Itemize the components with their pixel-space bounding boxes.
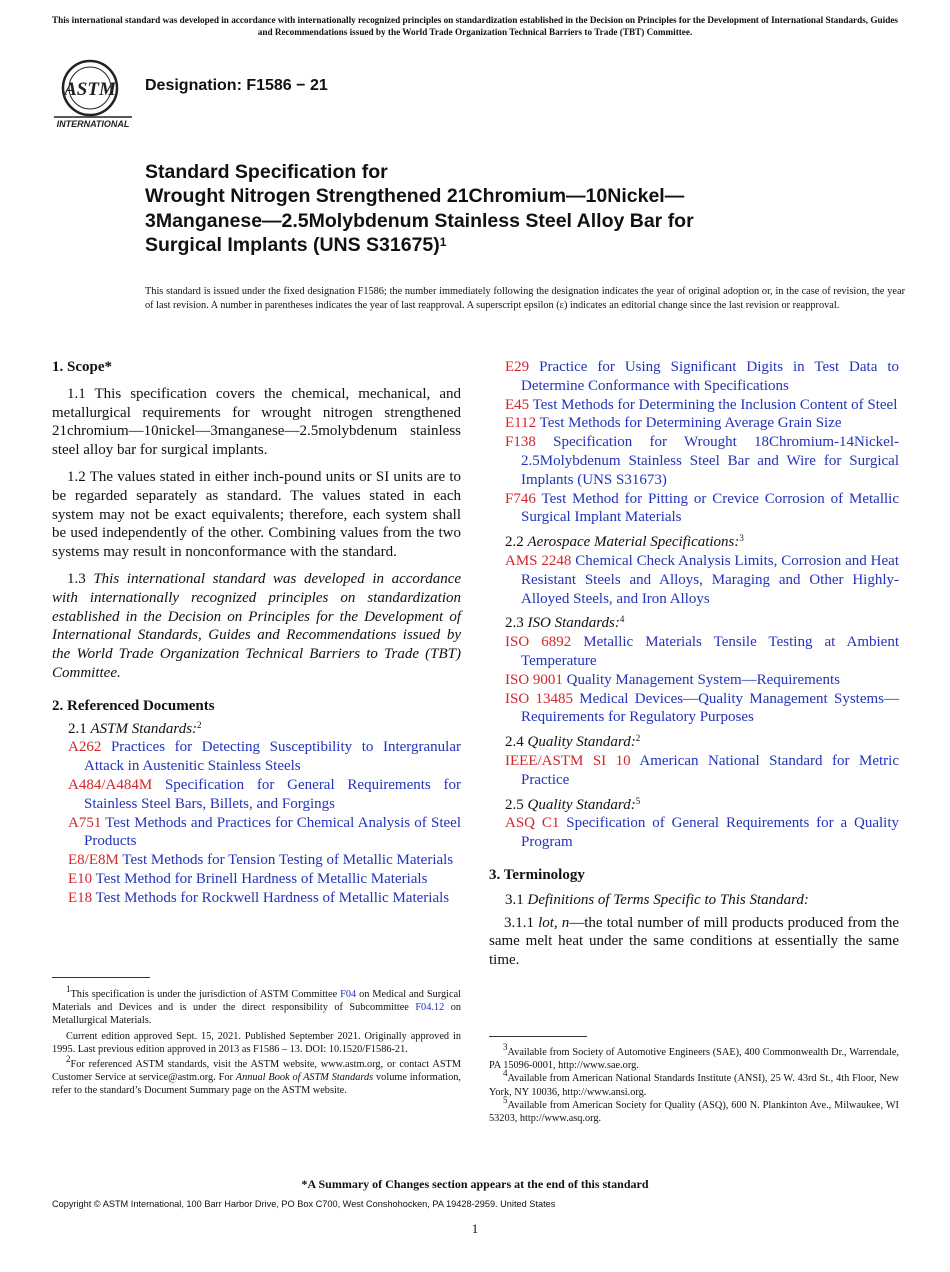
- fn3-text: Available from Society of Automotive Engineers (SAE), 400 Commonwealth Dr., Warrendale, PA 15096-0001, http://www.sae.org.: [489, 1047, 899, 1072]
- tbt-notice: This international standard was developed in accordance with internationally recognized principles on standardization established in the Decision on Principles for the Development of International Standards, Guides and Recommendations issued by the World Trade Organization Technical Barriers to Trade (TBT) Committee.: [52, 15, 898, 37]
- reference-title-link[interactable]: Test Methods for Tension Testing of Metallic Materials: [122, 852, 454, 869]
- iso-label-line: [489, 614, 899, 633]
- fn1-text-b: on Medical and Surgical Materials and Devices and is under the direct responsibility of Subcommittee: [52, 989, 461, 1014]
- astm-label: ASTM Standards:: [90, 720, 198, 737]
- q1-label: Quality Standard:: [527, 734, 636, 751]
- reference-item: [489, 814, 899, 852]
- aero-sup: 3: [739, 533, 744, 544]
- scope-heading: 1. Scope*: [52, 359, 112, 375]
- reference-title-link[interactable]: Test Methods for Determining Average Grain Size: [539, 415, 842, 432]
- reference-code-link[interactable]: E29: [505, 359, 530, 375]
- aero-label-line: [489, 533, 899, 552]
- aero-refs: [489, 552, 899, 608]
- astm-sup: 2: [197, 719, 202, 730]
- iso-num: 2.3: [505, 615, 528, 632]
- refdocs-heading: 2. Referenced Documents: [52, 697, 215, 714]
- copyright: Copyright © ASTM International, 100 Barr Harbor Drive, PO Box C700, West Conshohocken, PA 19428-2959. United States: [52, 1199, 556, 1209]
- scope-1-1: 1.1 This specification covers the chemical, mechanical, and metallurgical requirements for wrought nitrogen strengthened 21chromium—10nickel—3manganese—2.5molybdenum stainless steel alloy bar for surgical implants.: [52, 385, 461, 459]
- fn2-mark: 2: [66, 1054, 71, 1065]
- footnote-4: [489, 1068, 899, 1098]
- reference-title-link[interactable]: Test Methods for Determining the Inclusion Content of Steel: [532, 396, 898, 413]
- title-line-3: 3Manganese—2.5Molybdenum Stainless Steel Alloy Bar for: [145, 209, 694, 232]
- document-title: [145, 160, 845, 258]
- astm-num: 2.1: [68, 720, 91, 737]
- fn1-link-f04[interactable]: F04: [340, 989, 357, 1000]
- title-line-4-text: Surgical Implants (UNS S31675): [145, 234, 440, 257]
- reference-title-link[interactable]: Specification of General Requirements for a Quality Program: [521, 815, 900, 851]
- left-column: [52, 358, 461, 908]
- reference-item: [52, 814, 461, 852]
- iso-sup: 4: [619, 614, 625, 625]
- fn5-mark: 5: [503, 1094, 508, 1105]
- reference-title-link[interactable]: Test Method for Pitting or Crevice Corrosion of Metallic Surgical Implant Materials: [521, 490, 899, 526]
- iso-refs: [489, 633, 899, 727]
- fn1-text-a: This specification is under the jurisdiction of ASTM Committee: [70, 989, 341, 1000]
- title-line-4: [145, 233, 845, 257]
- logo-subtext: INTERNATIONAL: [56, 119, 130, 129]
- reference-code-link[interactable]: A751: [68, 814, 102, 831]
- logo-text: ASTM: [64, 79, 116, 100]
- reference-code-link[interactable]: A484/A484M: [68, 776, 153, 793]
- reference-item: [489, 690, 899, 728]
- terminology-3-1: [489, 891, 899, 910]
- fn1-mark: 1: [66, 984, 71, 994]
- q2-refs: [489, 814, 899, 852]
- reference-title-link[interactable]: Metallic Materials Tensile Testing at Ambient Temperature: [521, 634, 900, 669]
- reference-title-link[interactable]: Practice for Using Significant Digits in Test Data to Determine Conformance with Specifications: [521, 359, 899, 394]
- issued-note: This standard is issued under the fixed designation F1586; the number immediately following the designation indicates the year of original adoption or, in the case of revision, the year of last revision. A number in parentheses indicates the year of last reapproval. A superscript epsilon (ε) indicates an editorial change since the last revision or reapproval.: [145, 286, 905, 312]
- reference-code-link[interactable]: ISO 9001: [505, 671, 563, 688]
- reference-title-link[interactable]: Specification for General Requirements for Stainless Steel Bars, Billets, and Forgings: [84, 776, 462, 812]
- term-3-1-1-text: —the total number of mill products produced from the same melt heat under the same conditions at essentially the same time.: [489, 914, 900, 969]
- astm-standards-label: [52, 720, 461, 739]
- reference-code-link[interactable]: IEEE/ASTM SI 10: [505, 752, 631, 769]
- reference-item: [52, 738, 461, 776]
- q1-label-line: [489, 733, 899, 752]
- fn2-text-b: volume information, refer to the standard’s Document Summary page on the ASTM website.: [52, 1072, 461, 1097]
- reference-item: [489, 358, 899, 396]
- footnote-1: [52, 984, 461, 1028]
- terminology-3-1-1: [489, 914, 899, 970]
- astm-refs-right: [489, 358, 899, 527]
- reference-item: [52, 889, 461, 908]
- aero-num: 2.2: [505, 534, 528, 551]
- q2-label-line: [489, 796, 899, 815]
- term-3-1-1-num: 3.1.1: [504, 914, 539, 931]
- reference-title-link[interactable]: Chemical Check Analysis Limits, Corrosion and Heat Resistant Steels and Alloys, Maraging and Other Highly-Alloyed Steels, and Iron Alloys: [521, 552, 899, 607]
- footnote-rule-right: [489, 1036, 587, 1037]
- reference-code-link[interactable]: A262: [68, 739, 102, 756]
- reference-code-link[interactable]: E8/E8M: [68, 852, 119, 869]
- q2-sup: 5: [635, 795, 641, 806]
- q1-sup: 2: [635, 733, 641, 744]
- astm-refs-left: [52, 738, 461, 907]
- footnote-5: [489, 1094, 899, 1125]
- title-line-2: Wrought Nitrogen Strengthened 21Chromium—10Nickel—: [145, 185, 685, 208]
- fn1-text-c: on Metallurgical Materials.: [52, 1002, 461, 1027]
- q2-label: Quality Standard:: [527, 796, 636, 813]
- reference-code-link[interactable]: ISO 6892: [505, 634, 572, 651]
- scope-1-2: 1.2 The values stated in either inch-pound units or SI units are to be regarded separately as standard. The values stated in each system may not be exact equivalents; therefore, each system shall be used independently of the other. Combining values from the two systems may result in nonconformance with the standard.: [52, 468, 461, 561]
- reference-item: [489, 752, 899, 790]
- fn2-text-a: For referenced ASTM standards, visit the ASTM website, www.astm.org, or contact ASTM Customer Service at service@astm.org. For: [52, 1059, 461, 1084]
- astm-logo: [52, 58, 134, 130]
- reference-title-link[interactable]: Test Methods for Rockwell Hardness of Metallic Materials: [95, 889, 450, 906]
- q1-num: 2.4: [505, 734, 528, 751]
- reference-title-link[interactable]: American National Standard for Metric Practice: [521, 752, 899, 788]
- reference-item: [489, 633, 899, 671]
- reference-item: [52, 870, 461, 889]
- fn2-italic: Annual Book of ASTM Standards: [235, 1072, 374, 1084]
- reference-title-link[interactable]: Practices for Detecting Susceptibility to Intergranular Attack in Austenitic Stainless Steels: [84, 739, 462, 775]
- summary-of-changes-note: *A Summary of Changes section appears at the end of this standard: [301, 1177, 649, 1191]
- reference-item: [489, 433, 899, 489]
- footnote-1-edition: Current edition approved Sept. 15, 2021. Published September 2021. Originally approved in 1995. Last previous edition approved in 2013 as F1586 – 13. DOI: 10.1520/F1586-21.: [52, 1030, 461, 1055]
- footnote-rule-left: [52, 977, 150, 978]
- aero-label: Aerospace Material Specifications:: [527, 534, 740, 551]
- term-lot: lot, n: [538, 914, 570, 931]
- reference-item: [489, 490, 899, 528]
- fn3-mark: 3: [503, 1042, 508, 1052]
- fn4-mark: 4: [503, 1068, 508, 1079]
- reference-code-link[interactable]: E45: [505, 396, 530, 413]
- reference-code-link[interactable]: AMS 2248: [505, 552, 572, 569]
- reference-title-link[interactable]: Test Method for Brinell Hardness of Metallic Materials: [95, 870, 428, 887]
- title-footnote-mark: 1: [439, 235, 447, 250]
- reference-title-link[interactable]: Test Methods and Practices for Chemical Analysis of Steel Products: [84, 814, 461, 850]
- scope-1-3-text: This international standard was developed in accordance with internationally recognized principles on standardization established in the Decision on Principles for the Development of International Standards, Guides and Recommendations issued by the World Trade Organization Technical Barriers to Trade (TBT) Committee.: [52, 570, 462, 681]
- reference-item: [489, 414, 899, 433]
- q2-num: 2.5: [505, 796, 528, 813]
- reference-code-link[interactable]: F746: [505, 490, 536, 507]
- right-column: [489, 358, 899, 970]
- footnote-2: [52, 1054, 461, 1098]
- fn1-link-f0412[interactable]: F04.12: [415, 1002, 445, 1014]
- page-number: 1: [471, 1221, 479, 1236]
- reference-code-link[interactable]: ISO 13485: [505, 690, 573, 707]
- scope-1-3-num: 1.3: [67, 570, 94, 587]
- reference-item: [489, 552, 899, 608]
- fn5-text: Available from American Society for Quality (ASQ), 600 N. Plankinton Ave., Milwaukee, WI 53203, http://www.asq.org.: [489, 1099, 899, 1125]
- fn4-text: Available from American National Standards Institute (ANSI), 25 W. 43rd St., 4th Floor, New York, NY 10036, http://www.ansi.org.: [489, 1073, 899, 1098]
- reference-code-link[interactable]: F138: [505, 434, 536, 451]
- reference-code-link[interactable]: ASQ C1: [505, 815, 560, 832]
- reference-code-link[interactable]: E10: [68, 870, 93, 887]
- footnotes-left: [52, 984, 461, 1098]
- reference-item: [52, 776, 461, 814]
- term-3-1-text: Definitions of Terms Specific to This Standard:: [527, 891, 809, 908]
- footnote-3: [489, 1042, 899, 1072]
- reference-item: [489, 396, 899, 415]
- title-line-1: Standard Specification for: [145, 161, 388, 183]
- reference-item: [52, 851, 461, 870]
- terminology-heading: 3. Terminology: [489, 866, 585, 883]
- scope-1-3: [52, 570, 461, 683]
- designation: Designation: F1586 − 21: [145, 77, 328, 94]
- reference-title-link[interactable]: Medical Devices—Quality Management Systems—Requirements for Regulatory Purposes: [521, 690, 899, 726]
- reference-title-link[interactable]: Specification for Wrought 18Chromium-14Nickel-2.5Molybdenum Stainless Steel Bar and Wire for Surgical Implants (UNS S31673): [521, 434, 899, 488]
- reference-item: [489, 671, 899, 690]
- reference-title-link[interactable]: Quality Management System—Requirements: [566, 671, 840, 688]
- iso-label: ISO Standards:: [527, 615, 620, 632]
- term-3-1-num: 3.1: [505, 891, 528, 908]
- reference-code-link[interactable]: E112: [505, 415, 537, 432]
- q1-refs: [489, 752, 899, 790]
- reference-code-link[interactable]: E18: [68, 889, 93, 906]
- footnotes-right: [489, 1042, 899, 1125]
